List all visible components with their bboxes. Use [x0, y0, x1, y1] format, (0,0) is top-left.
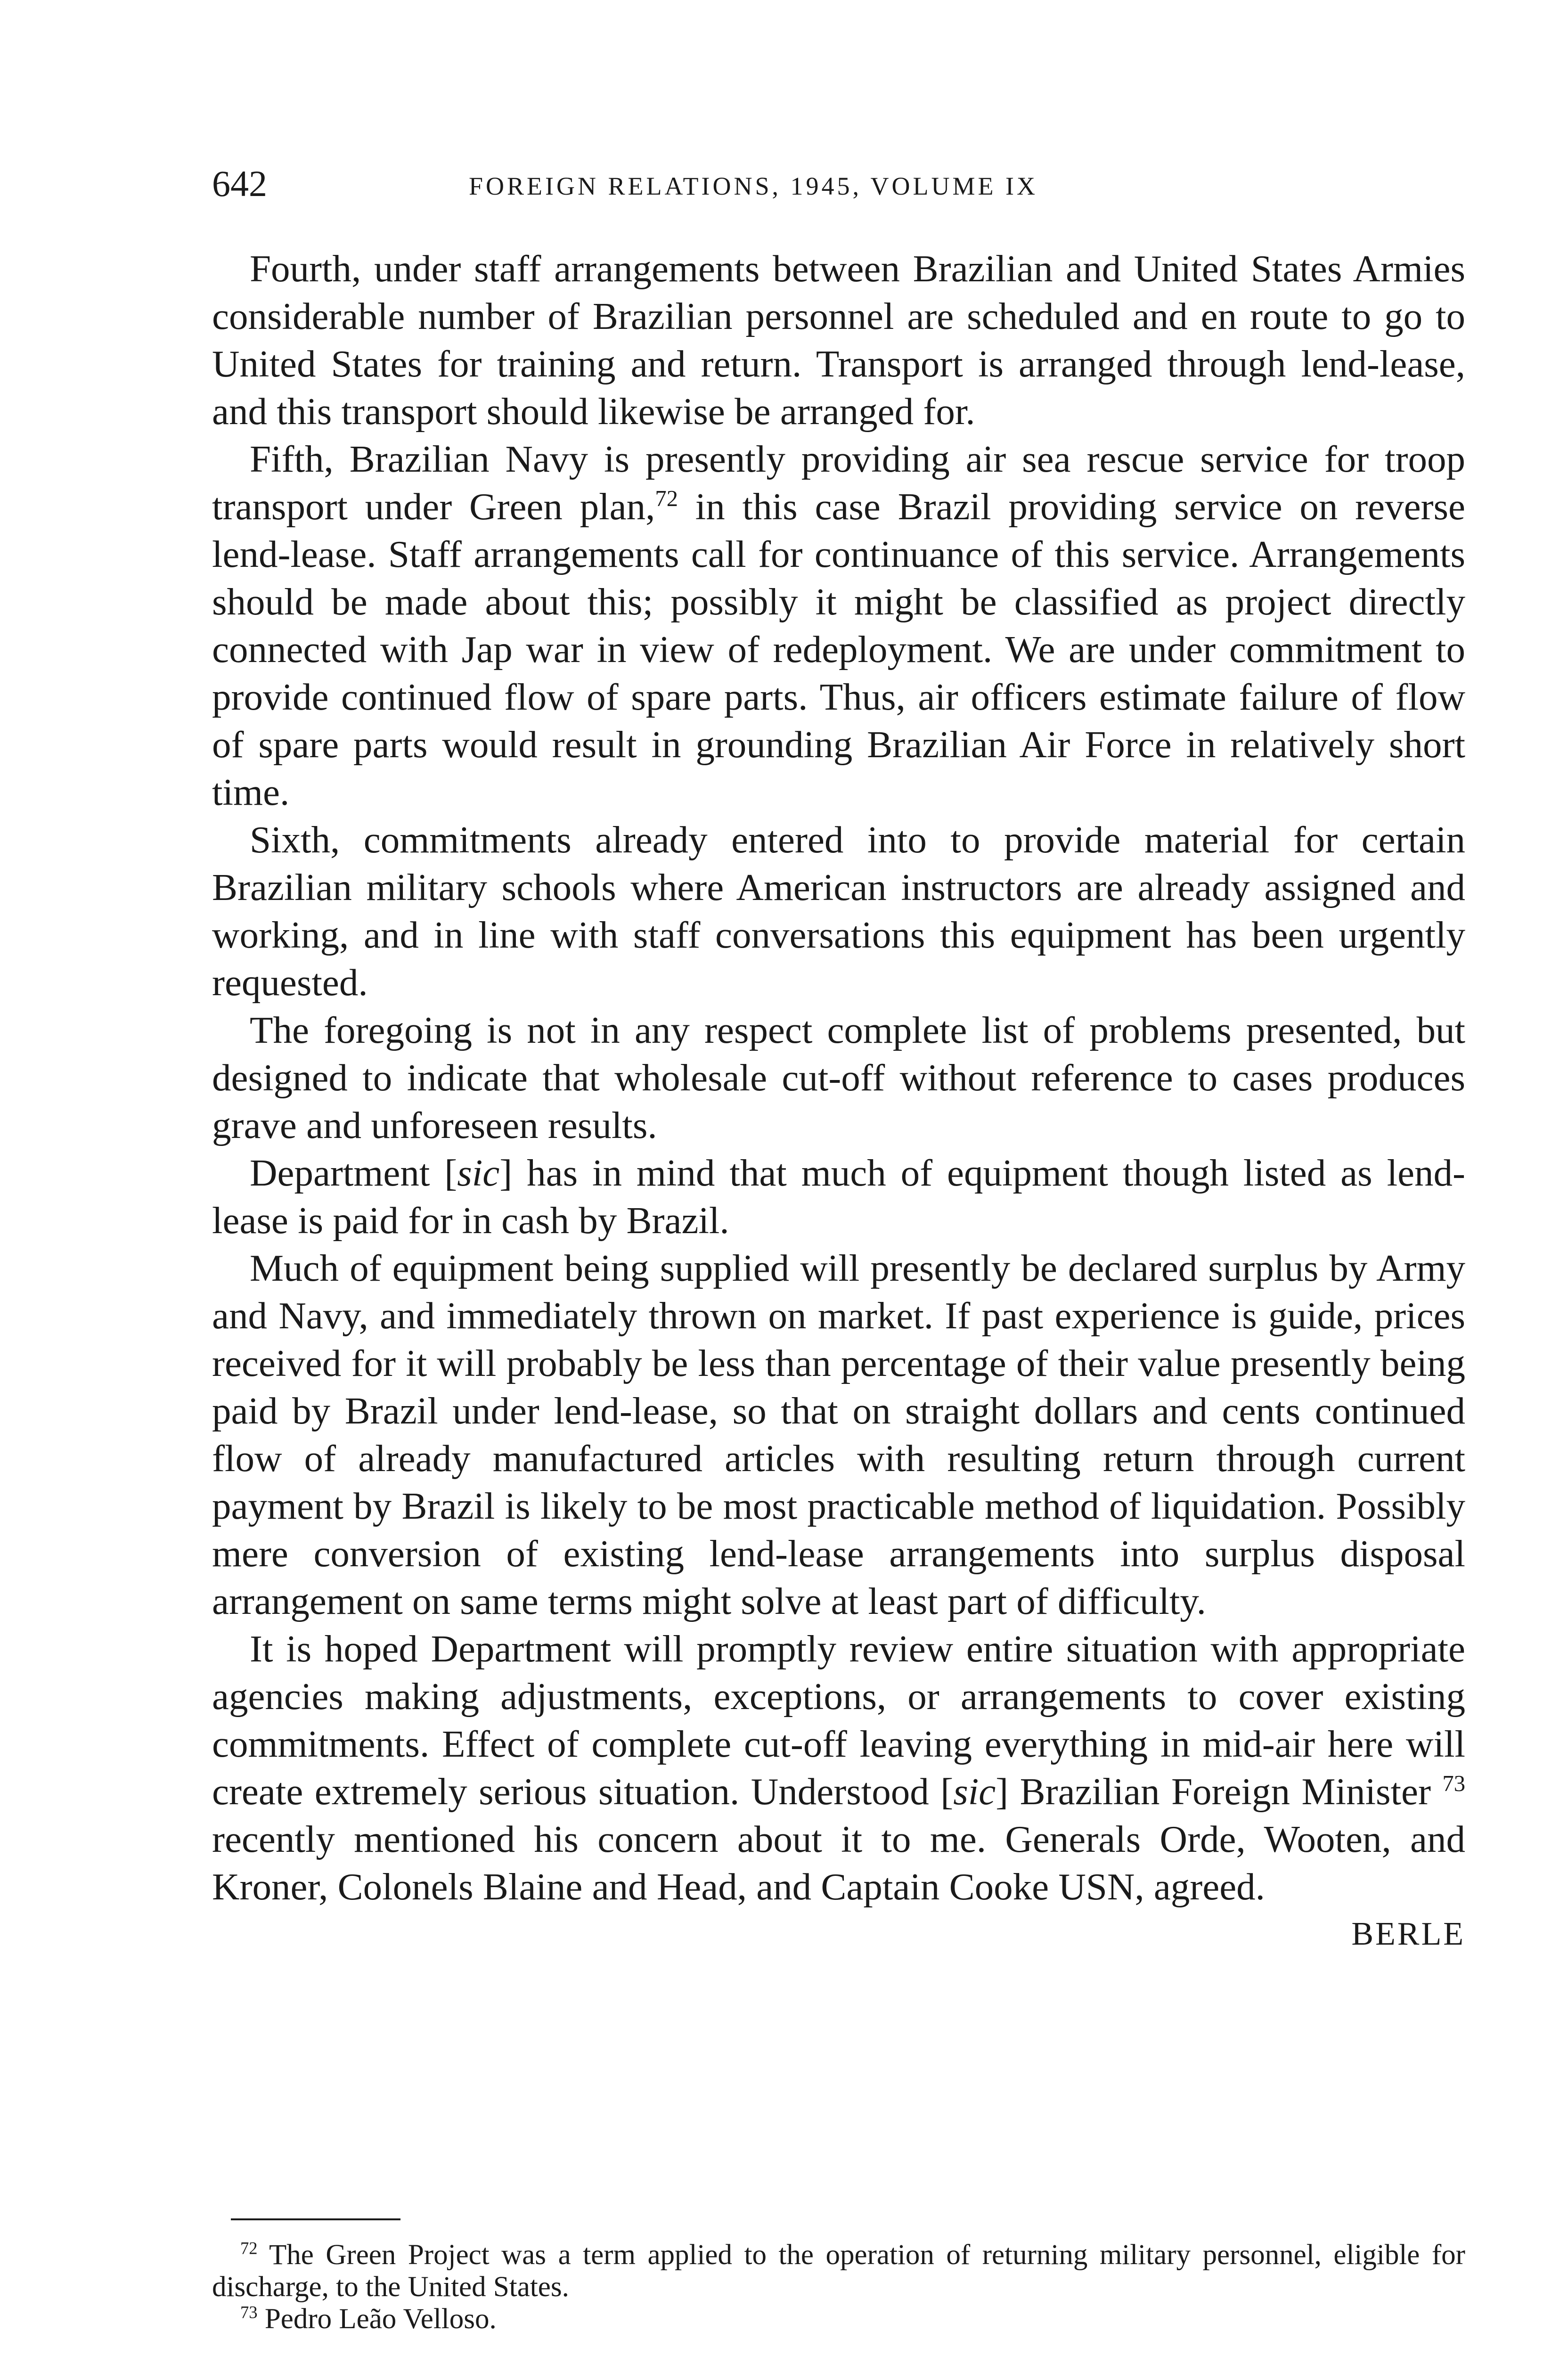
page-header — [212, 160, 1461, 217]
paragraph-text: recently mentioned his concern about it to me. Generals Orde, Wooten, and Kroner, Colonels Blaine and Head, and Captain Cooke USN, agreed. — [212, 1818, 1465, 1908]
footnotes — [212, 2239, 1465, 2335]
paragraph-sixth — [212, 816, 1465, 1006]
paragraph-text: ] has in mind that much of equipment though listed as lend-lease is paid for in cash by Brazil. — [212, 1152, 1465, 1242]
footnote-text: The Green Project was a term applied to the operation of returning military personnel, eligible for discharge, to the United States. — [212, 2239, 1465, 2303]
paragraph-text: Much of equipment being supplied will presently be declared surplus by Army and Navy, and immediately thrown on market. If past experience is guide, prices received for it will probably be less than percentage of their value presently being paid by Brazil under lend-lease, so that on straight dollars and cents continued flow of already manufactured articles with resulting return through current payment by Brazil is likely to be most practicable method of liquidation. Possibly mere conversion of existing lend-lease arrangements into surplus disposal arrangement on same terms might solve at least part of difficulty. — [212, 1247, 1465, 1622]
paragraph-text: ] Brazilian Foreign Minister — [996, 1770, 1443, 1813]
paragraph-foregoing — [212, 1006, 1465, 1149]
paragraph-text: The foregoing is not in any respect complete list of problems presented, but designed to indicate that wholesale cut-off without reference to cases produces grave and unforeseen results. — [212, 1009, 1465, 1146]
body-text — [212, 245, 1465, 1958]
footnote-reference-73: 73 — [1442, 1771, 1465, 1796]
paragraph-text: Fifth, Brazilian Navy is presently providing air sea rescue service for troop transport under Green plan, — [212, 438, 1465, 528]
paragraph-surplus — [212, 1244, 1465, 1625]
paragraph-department — [212, 1149, 1465, 1244]
paragraph-text: Fourth, under staff arrangements between Brazilian and United States Armies considerable number of Brazilian personnel are scheduled and en route to go to United States for training and return. Transport is arranged through lend-lease, and this transport should likewise be arranged for. — [212, 247, 1465, 433]
paragraph-text: Department [ — [250, 1152, 457, 1194]
paragraph-fifth — [212, 435, 1465, 816]
paragraph-text: in this case Brazil providing service on reverse lend-lease. Staff arrangements call for continuance of this service. Arrangements should be made about this; possibly it might be classified as project directly connected with Jap war in view of redeployment. We are under commitment to provide continued flow of spare parts. Thus, air officers estimate failure of flow of spare parts would result in grounding Brazilian Air Force in relatively short time. — [212, 485, 1465, 813]
footnote-72 — [212, 2239, 1465, 2303]
footnote-73 — [212, 2303, 1465, 2335]
page-number: 642 — [212, 163, 267, 204]
paragraph-hoped — [212, 1625, 1465, 1911]
paragraph-text: Sixth, commitments already entered into to provide material for certain Brazilian military schools where American instructors are already assigned and working, and in line with staff conversations this equipment has been urgently requested. — [212, 818, 1465, 1004]
sic-marker: sic — [953, 1770, 996, 1813]
footnote-number: 72 — [240, 2238, 258, 2258]
footnote-number: 73 — [240, 2302, 258, 2322]
paragraph-fourth — [212, 245, 1465, 435]
footnote-text: Pedro Leão Velloso. — [264, 2303, 497, 2335]
paragraph-text: It is hoped Department will promptly review entire situation with appropriate agencies making adjustments, exceptions, or arrangements to cover existing commitments. Effect of complete cut-off leaving everything in mid-air here will create extremely serious situation. Understood [ — [212, 1628, 1465, 1813]
running-head: FOREIGN RELATIONS, 1945, VOLUME IX — [469, 172, 1038, 200]
sic-marker: sic — [457, 1152, 500, 1194]
footnote-reference-72: 72 — [655, 486, 678, 511]
signature: BERLE — [1351, 1916, 1465, 1952]
footnote-divider — [231, 2218, 400, 2220]
